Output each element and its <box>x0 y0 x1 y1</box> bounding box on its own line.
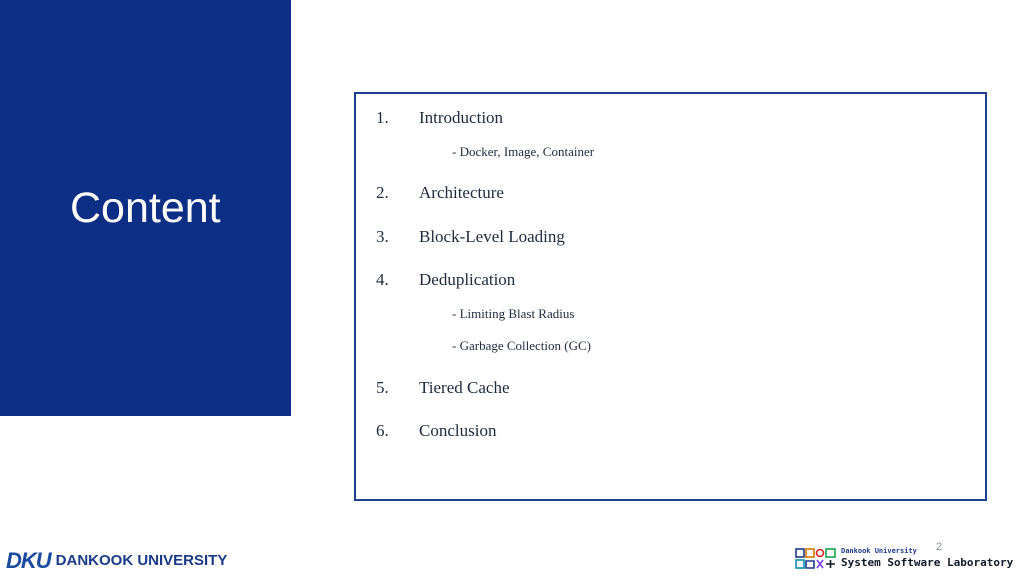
toc-item-architecture <box>356 181 976 205</box>
toc-item-label: Block-Level Loading <box>419 227 565 246</box>
page-number: 2 <box>936 541 943 553</box>
toc-item-number: 6. <box>376 421 389 440</box>
toc-item-number: 5. <box>376 378 389 397</box>
toc-item-tiered-cache <box>356 376 976 400</box>
toc-item-number: 1. <box>376 108 389 127</box>
slide-title: Content <box>70 184 221 232</box>
toc-item-label: Tiered Cache <box>419 378 510 397</box>
lab-emblem-icon <box>795 548 837 570</box>
toc-item-label: Architecture <box>419 183 504 202</box>
toc-item-label: Introduction <box>419 108 504 127</box>
toc-subitem-limiting-blast-radius: - Limiting Blast Radius <box>452 306 575 321</box>
title-panel <box>0 0 291 416</box>
university-name: DANKOOK UNIVERSITY <box>55 552 228 569</box>
toc-item-number: 3. <box>376 227 389 246</box>
toc-subitem-docker-image-container: - Docker, Image, Container <box>452 144 595 159</box>
dku-mark: DKU <box>6 548 51 573</box>
toc-item-block-level-loading <box>356 225 976 249</box>
toc-subitem-garbage-collection: - Garbage Collection (GC) <box>452 338 591 353</box>
toc-item-introduction <box>356 106 976 130</box>
toc-item-number: 2. <box>376 183 389 202</box>
toc-item-number: 4. <box>376 270 389 289</box>
toc-item-label: Conclusion <box>419 421 497 440</box>
lab-university-text: Dankook University <box>841 547 917 555</box>
system-software-lab-logo <box>795 546 1020 572</box>
toc-item-label: Deduplication <box>419 270 516 289</box>
table-of-contents <box>354 92 987 501</box>
dankook-university-logo <box>6 548 227 574</box>
toc-item-conclusion <box>356 419 976 443</box>
toc-item-deduplication <box>356 268 976 292</box>
lab-name: System Software Laboratory <box>841 556 1014 569</box>
